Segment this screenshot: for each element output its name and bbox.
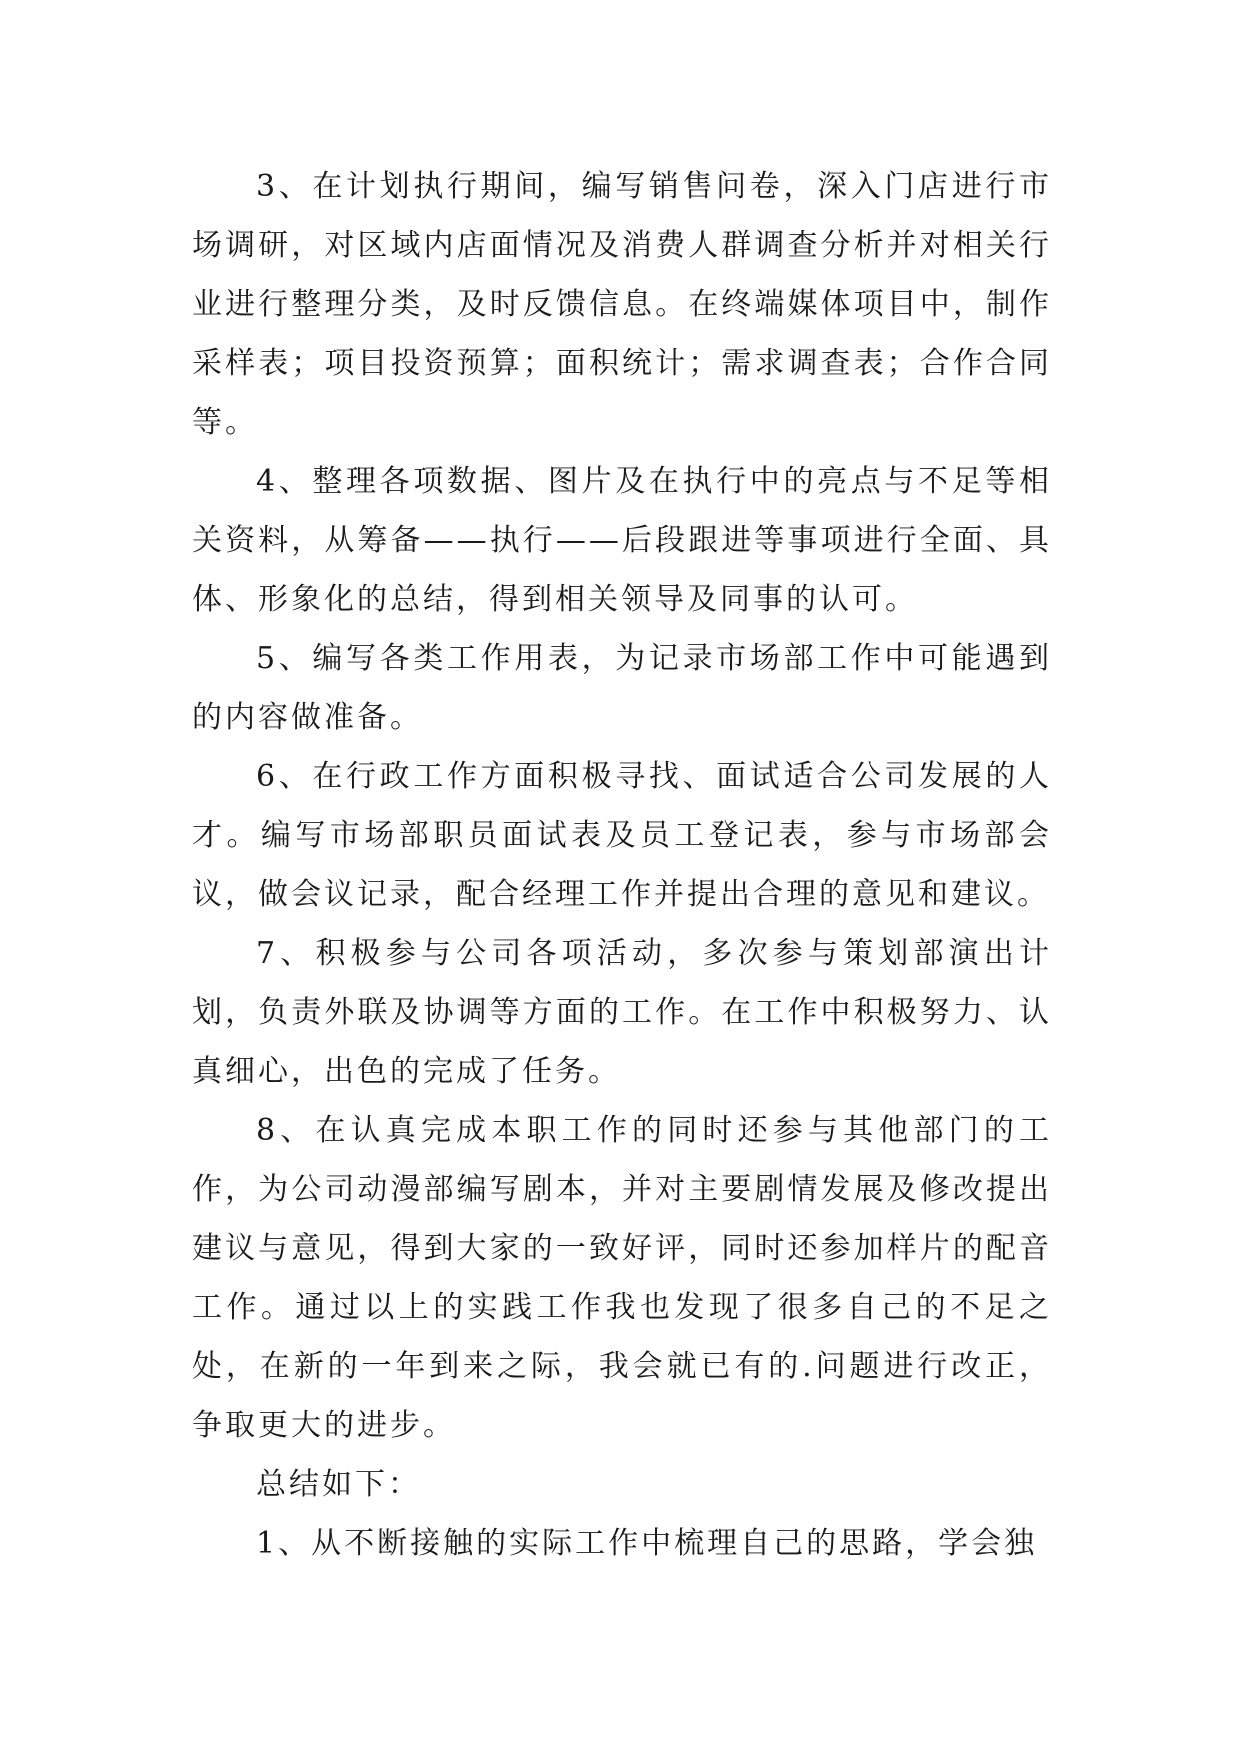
paragraph-item-4: 4、整理各项数据、图片及在执行中的亮点与不足等相关资料，从筹备——执行——后段跟进等事项进行全面、具体、形象化的总结，得到相关领导及同事的认可。 <box>192 464 1052 617</box>
summary-heading: 总结如下： <box>256 1467 421 1502</box>
paragraph-item-7: 7、积极参与公司各项活动，多次参与策划部演出计划，负责外联及协调等方面的工作。在工作中积极努力、认真细心，出色的完成了任务。 <box>192 936 1052 1089</box>
paragraph-item-3: 3、在计划执行期间，编写销售问卷，深入门店进行市场调研，对区域内店面情况及消费人群调查分析并对相关行业进行整理分类，及时反馈信息。在终端媒体项目中，制作采样表；项目投资预算；面积统计；需求调查表；合作合同等。 <box>192 169 1052 440</box>
document-body <box>192 157 1052 1573</box>
paragraph-item-8: 8、在认真完成本职工作的同时还参与其他部门的工作，为公司动漫部编写剧本，并对主要剧情发展及修改提出建议与意见，得到大家的一致好评，同时还参加样片的配音工作。通过以上的实践工作我也发现了很多自己的不足之处，在新的一年到来之际，我会就已有的.问题进行改正，争取更大的进步。 <box>192 1113 1052 1443</box>
summary-item-1: 1、从不断接触的实际工作中梳理自己的思路，学会独 <box>256 1526 1038 1561</box>
paragraph-item-6: 6、在行政工作方面积极寻找、面试适合公司发展的人才。编写市场部职员面试表及员工登记表，参与市场部会议，做会议记录，配合经理工作并提出合理的意见和建议。 <box>192 759 1052 912</box>
paragraph-item-5: 5、编写各类工作用表，为记录市场部工作中可能遇到的内容做准备。 <box>192 641 1052 735</box>
